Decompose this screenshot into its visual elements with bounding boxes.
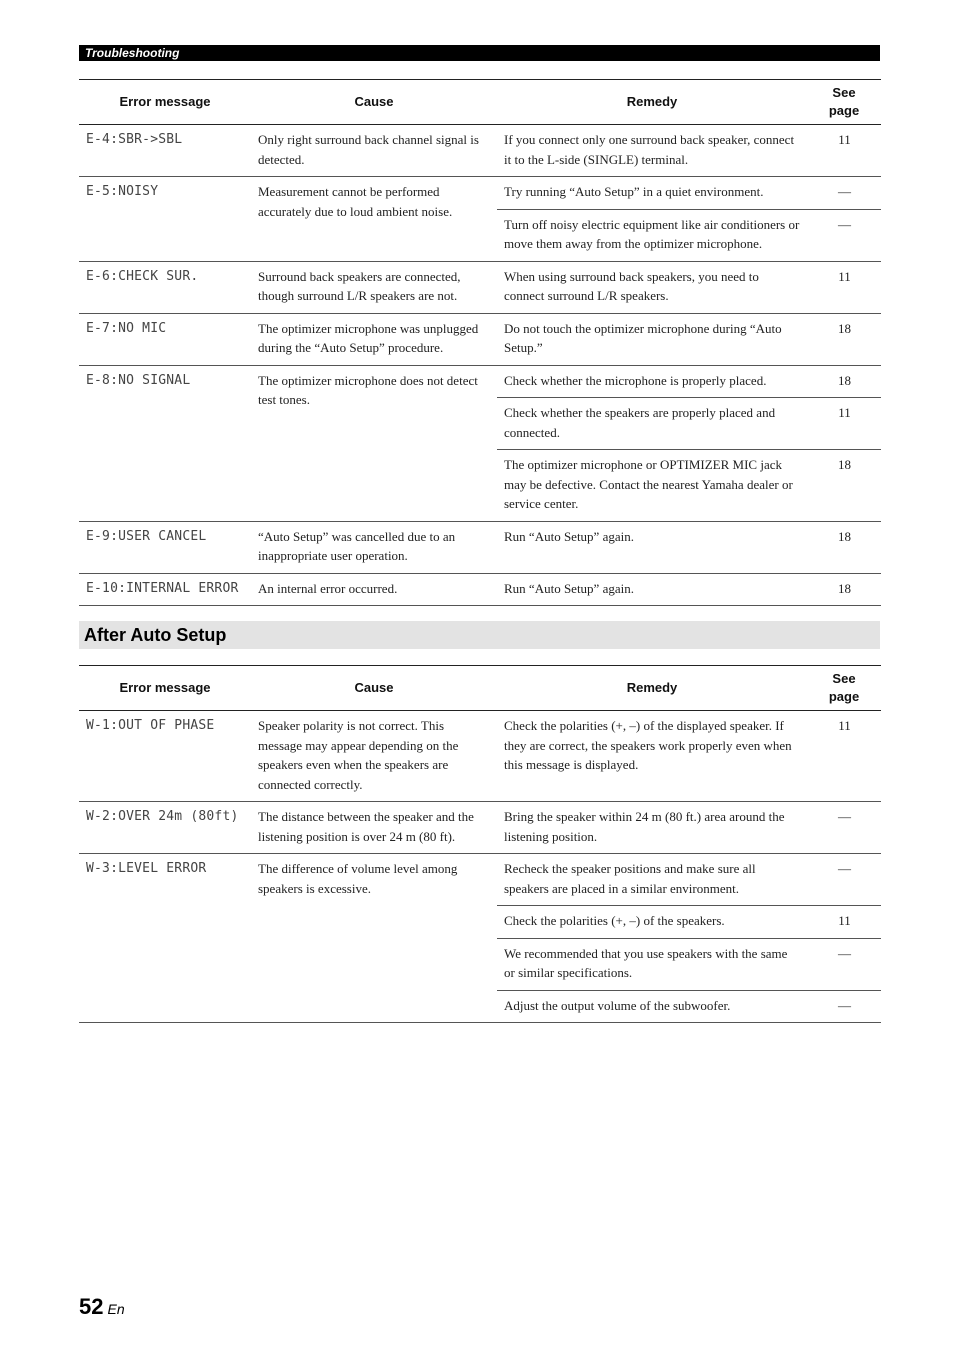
error-table-auto-setup xyxy=(79,79,881,606)
error-remedy: Bring the speaker within 24 m (80 ft.) area around the listening position. xyxy=(497,802,807,854)
col-remedy: Remedy xyxy=(497,666,807,711)
error-cause: Only right surround back channel signal is detected. xyxy=(251,125,497,177)
error-code: E-5:NOISY xyxy=(79,177,251,262)
see-page-ref: — xyxy=(807,802,881,854)
see-page-ref: 11 xyxy=(807,398,881,450)
table-row xyxy=(79,365,881,398)
error-code: E-4:SBR->SBL xyxy=(79,125,251,177)
col-see-page xyxy=(807,80,881,125)
table-row xyxy=(79,711,881,802)
error-remedy: The optimizer microphone or OPTIMIZER MIC jack may be defective. Contact the nearest Yamaha dealer or service center. xyxy=(497,450,807,522)
col-cause: Cause xyxy=(251,80,497,125)
table-row xyxy=(79,521,881,573)
error-remedy: Check whether the microphone is properly placed. xyxy=(497,365,807,398)
col-error-message: Error message xyxy=(79,666,251,711)
see-page-ref: 11 xyxy=(807,125,881,177)
page-footer xyxy=(79,1294,125,1320)
error-code: W-3:LEVEL ERROR xyxy=(79,854,251,1023)
table-row xyxy=(79,313,881,365)
error-code: E-7:NO MIC xyxy=(79,313,251,365)
see-page-ref: 18 xyxy=(807,521,881,573)
error-remedy: Turn off noisy electric equipment like air conditioners or move them away from the optimizer microphone. xyxy=(497,209,807,261)
col-see-page-line1: See xyxy=(832,671,856,686)
table-row xyxy=(79,573,881,606)
error-cause: Measurement cannot be performed accurately due to loud ambient noise. xyxy=(251,177,497,262)
see-page-ref: — xyxy=(807,990,881,1023)
error-table-after-auto-setup xyxy=(79,665,881,1023)
col-error-message: Error message xyxy=(79,80,251,125)
error-cause: An internal error occurred. xyxy=(251,573,497,606)
table-header-row xyxy=(79,80,881,125)
error-code: E-8:NO SIGNAL xyxy=(79,365,251,521)
col-see-page-line2: page xyxy=(828,103,860,118)
error-remedy: We recommended that you use speakers with the same or similar specifications. xyxy=(497,938,807,990)
error-code: E-9:USER CANCEL xyxy=(79,521,251,573)
table-row xyxy=(79,854,881,906)
error-remedy: Check whether the speakers are properly placed and connected. xyxy=(497,398,807,450)
see-page-ref: 18 xyxy=(807,365,881,398)
error-remedy: If you connect only one surround back speaker, connect it to the L-side (SINGLE) terminal. xyxy=(497,125,807,177)
error-cause: The optimizer microphone does not detect test tones. xyxy=(251,365,497,521)
error-code: W-2:OVER 24m (80ft) xyxy=(79,802,251,854)
see-page-ref: — xyxy=(807,177,881,210)
error-remedy: Run “Auto Setup” again. xyxy=(497,521,807,573)
col-see-page xyxy=(807,666,881,711)
error-remedy: Do not touch the optimizer microphone during “Auto Setup.” xyxy=(497,313,807,365)
error-code: E-10:INTERNAL ERROR xyxy=(79,573,251,606)
error-remedy: Check the polarities (+, –) of the displayed speaker. If they are correct, the speakers work properly even when this message is displayed. xyxy=(497,711,807,802)
error-cause: Speaker polarity is not correct. This message may appear depending on the speakers even when the speakers are connected correctly. xyxy=(251,711,497,802)
error-remedy: Adjust the output volume of the subwoofer. xyxy=(497,990,807,1023)
table-row xyxy=(79,125,881,177)
col-see-page-line1: See xyxy=(832,85,856,100)
error-remedy: Recheck the speaker positions and make sure all speakers are placed in a similar environment. xyxy=(497,854,807,906)
see-page-ref: 18 xyxy=(807,313,881,365)
error-cause: The distance between the speaker and the listening position is over 24 m (80 ft). xyxy=(251,802,497,854)
error-cause: The difference of volume level among speakers is excessive. xyxy=(251,854,497,1023)
error-code: W-1:OUT OF PHASE xyxy=(79,711,251,802)
see-page-ref: — xyxy=(807,938,881,990)
error-remedy: Try running “Auto Setup” in a quiet environment. xyxy=(497,177,807,210)
col-cause: Cause xyxy=(251,666,497,711)
see-page-ref: 18 xyxy=(807,450,881,522)
error-cause: Surround back speakers are connected, though surround L/R speakers are not. xyxy=(251,261,497,313)
see-page-ref: — xyxy=(807,209,881,261)
see-page-ref: 11 xyxy=(807,711,881,802)
error-remedy: Run “Auto Setup” again. xyxy=(497,573,807,606)
col-remedy: Remedy xyxy=(497,80,807,125)
error-remedy: Check the polarities (+, –) of the speakers. xyxy=(497,906,807,939)
page-language: En xyxy=(107,1301,125,1317)
see-page-ref: — xyxy=(807,854,881,906)
error-remedy: When using surround back speakers, you need to connect surround L/R speakers. xyxy=(497,261,807,313)
page-number: 52 xyxy=(79,1294,104,1319)
table-row xyxy=(79,261,881,313)
section-title-after-auto-setup: After Auto Setup xyxy=(79,621,880,649)
section-header: Troubleshooting xyxy=(79,45,880,61)
see-page-ref: 18 xyxy=(807,573,881,606)
table-row xyxy=(79,177,881,210)
see-page-ref: 11 xyxy=(807,261,881,313)
col-see-page-line2: page xyxy=(828,689,860,704)
table-row xyxy=(79,802,881,854)
table-header-row xyxy=(79,666,881,711)
see-page-ref: 11 xyxy=(807,906,881,939)
error-cause: The optimizer microphone was unplugged during the “Auto Setup” procedure. xyxy=(251,313,497,365)
error-code: E-6:CHECK SUR. xyxy=(79,261,251,313)
error-cause: “Auto Setup” was cancelled due to an inappropriate user operation. xyxy=(251,521,497,573)
